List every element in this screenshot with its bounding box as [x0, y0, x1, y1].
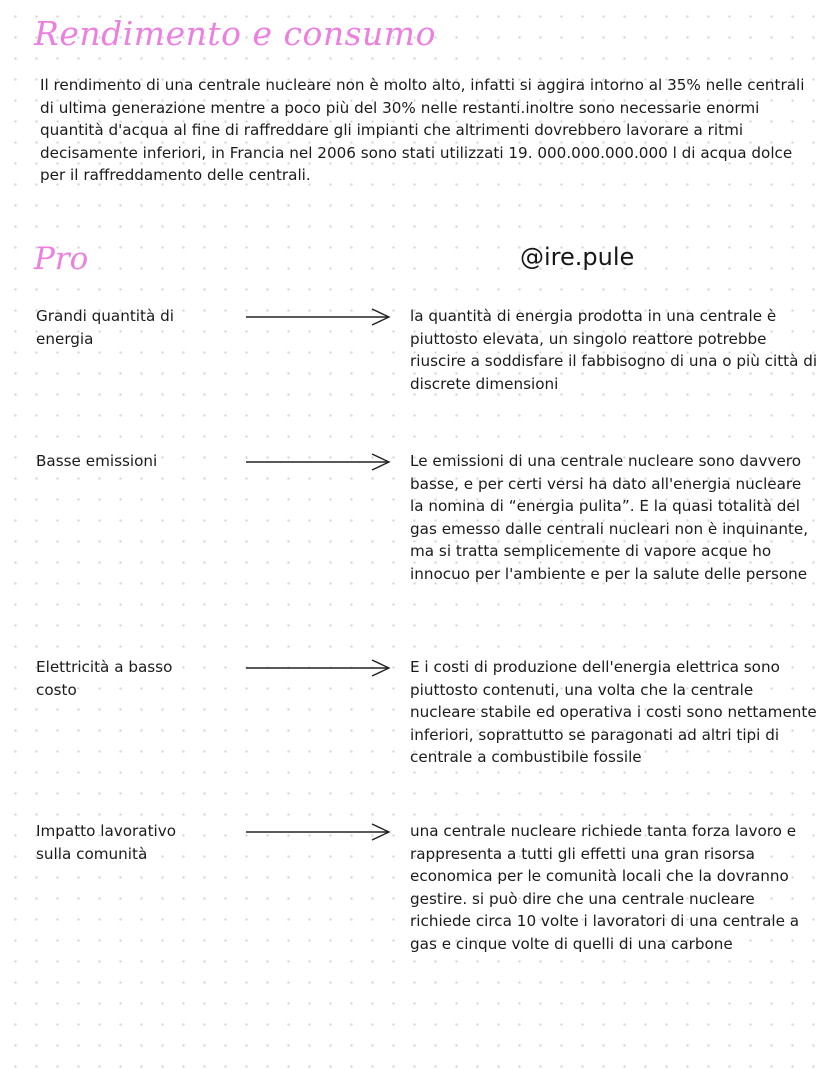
- pro-item-text: la quantità di energia prodotta in una centrale è piuttosto elevata, un singolo reattore potrebbe riuscire a soddisfare il fabbisogno di una o più città di discrete dimensioni: [410, 307, 818, 393]
- arrow-right-icon: [246, 823, 392, 841]
- pro-item-label: Basse emissioni: [36, 452, 158, 470]
- arrow-right-icon: [246, 659, 392, 677]
- pro-item-text: Le emissioni di una centrale nucleare sono davvero basse, e per certi versi ha dato all'energia nucleare la nomina di “energia pulita”. E la quasi totalità del gas emesso dalle centrali nucleari non è inquinante, ma si tratta semplicemente di vapore acque ho innocuo per l'ambiente e per la salute delle persone: [410, 452, 809, 583]
- pro-item-label: Impatto lavorativo sulla comunità: [36, 822, 177, 863]
- pro-item-label: Grandi quantità di energia: [36, 307, 174, 348]
- author-handle: @ire.pule: [520, 243, 635, 271]
- pro-item-label: Elettricità a basso costo: [36, 658, 173, 699]
- page-title: Rendimento e consumo: [34, 14, 436, 53]
- arrow-right-icon: [246, 453, 392, 471]
- arrow-right-icon: [246, 308, 392, 326]
- intro-paragraph: Il rendimento di una centrale nucleare non è molto alto, infatti si aggira intorno al 35% nelle centrali di ultima generazione mentre a poco più del 30% nelle restanti.inoltre sono necessarie enormi quantità d'acqua al fine di raffreddare gli impianti che altrimenti dovrebbero lavorare a ritmi decisamente inferiori, in Francia nel 2006 sono stati utilizzati 19. 000.000.000.000 l di acqua dolce per il raffreddamento delle centrali.: [40, 76, 805, 184]
- pro-heading: Pro: [34, 241, 89, 277]
- pro-item-text: E i costi di produzione dell'energia elettrica sono piuttosto contenuti, una volta che la centrale nucleare stabile ed operativa i costi sono nettamente inferiori, soprattutto se paragonati ad altri tipi di centrale a combustibile fossile: [410, 658, 817, 766]
- pro-item-text: una centrale nucleare richiede tanta forza lavoro e rappresenta a tutti gli effetti una gran risorsa economica per le comunità locali che la dovranno gestire. si può dire che una centrale nucleare richiede circa 10 volte i lavoratori di una centrale a gas e cinque volte di quelli di una carbone: [410, 822, 800, 953]
